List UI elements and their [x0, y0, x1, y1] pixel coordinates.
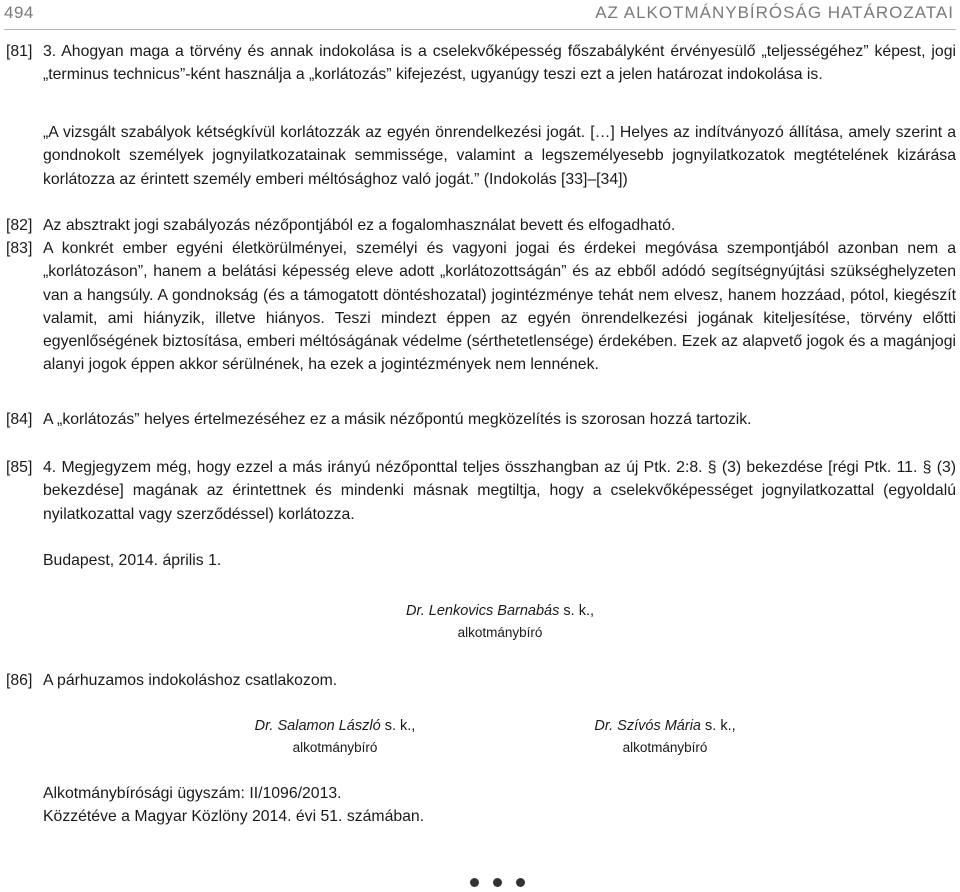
- signature-suffix: s. k.,: [380, 718, 416, 734]
- page-number: 494: [4, 3, 34, 22]
- paragraph-text: 3. Ahogyan maga a törvény és annak indokolása is a cselekvőképesség főszabályként érvényesülő „teljességéhez” képest, jogi „terminus technicus”-ként használja a „korlátozás” kifejezést, ugyanúgy teszi ezt a jelen határozat indokolása is.: [43, 43, 956, 84]
- signature-suffix: s. k.,: [559, 603, 595, 619]
- signatory-name: Dr. Salamon László: [254, 718, 381, 734]
- signatory-name: Dr. Lenkovics Barnabás: [405, 603, 560, 619]
- paragraph-text: A konkrét ember egyéni életkörülményei, személyi és vagyoni jogai és érdekei megóvása szempontjából azonban nem a „korlátozáson”, hanem a belátási képesség eleve adott „korlátozottságán” és az ebből adódó segítségnyújtási szükséghelyzeten van a hangsúly. A gondnokság (és a támogatott döntéshozatal) jogintézménye tehát nem elvesz, hanem hozzáad, pótol, kiegészít valamit, ami hiányzik, illetve hiányos. Teszi mindezt éppen az egyén önrendelkezési jogának kiteljesítése, törvény előtti egyenlőségének biztosítása, emberi méltóságának védelme (sérthetetlensége) érdekében. Ezek az alapvető jogok és a magánjogi alanyi jogok éppen akkor sérülnének, ha ezek a jogintézmények nem lennének.: [43, 240, 956, 374]
- paragraph-number: [82]: [6, 217, 33, 234]
- place-and-date: Budapest, 2014. április 1.: [43, 552, 222, 569]
- paragraph-84: [6, 408, 956, 431]
- paragraph-text: A párhuzamos indokoláshoz csatlakozom.: [43, 672, 338, 689]
- running-title: AZ ALKOTMÁNYBÍRÓSÁG HATÁROZATAI: [595, 3, 954, 22]
- page-header: [4, 0, 956, 32]
- dot-ornament: [470, 878, 479, 887]
- paragraph-85: [6, 456, 956, 526]
- signature-szivos: [545, 715, 785, 759]
- signature-lenkovics: [370, 600, 630, 644]
- signature-salamon: [215, 715, 455, 759]
- paragraph-number: [84]: [6, 411, 33, 428]
- paragraph-number: [86]: [6, 672, 33, 689]
- paragraph-81: [6, 40, 956, 87]
- case-number: Alkotmánybírósági ügyszám: II/1096/2013.: [43, 785, 342, 802]
- section-end-dots: [470, 878, 525, 887]
- paragraph-number: [81]: [6, 43, 33, 60]
- signatory-role: alkotmánybíró: [292, 740, 378, 755]
- quote-paragraph: [6, 121, 956, 191]
- paragraph-82: [6, 214, 956, 237]
- paragraph-text: 4. Megjegyzem még, hogy ezzel a más irányú nézőponttal teljes összhangban az új Ptk. 2:8. § (3) bekezdése [régi Ptk. 11. § (3) bekezdése] magának az érintettnek és mindenki másnak megtiltja, hogy a cselekvőképességet jognyilatkozattal (egyoldalú nyilatkozattal vagy szerződéssel) korlátozza.: [43, 459, 956, 523]
- paragraph-86: [6, 669, 956, 692]
- footer: [43, 782, 424, 829]
- header-rule: [4, 29, 956, 30]
- dot-ornament: [516, 878, 525, 887]
- paragraph-number: [85]: [6, 459, 33, 476]
- signature-suffix: s. k.,: [700, 718, 736, 734]
- paragraph-text: A „korlátozás” helyes értelmezéséhez ez a másik nézőpontú megközelítés is szorosan hozzá tartozik.: [43, 411, 752, 428]
- paragraph-text: Az absztrakt jogi szabályozás nézőpontjából ez a fogalomhasználat bevett és elfogadható.: [43, 217, 676, 234]
- signatory-role: alkotmánybíró: [457, 625, 543, 640]
- paragraph-text: „A vizsgált szabályok kétségkívül korlátozzák az egyén önrendelkezési jogát. […] Helyes az indítványozó állítása, amely szerint a gondnokolt személyek jognyilatkozatainak semmissége, valamint a legszemélyesebb jognyilatkozatok megtételének kizárása korlátozza az érintett személy emberi méltósághoz való jogát.” (Indokolás [33]–[34]): [43, 124, 956, 188]
- dot-ornament: [493, 878, 502, 887]
- publication-note: Közzétéve a Magyar Közlöny 2014. évi 51. számában.: [43, 808, 425, 826]
- paragraph-number: [83]: [6, 240, 33, 257]
- signatory-name: Dr. Szívós Mária: [594, 718, 701, 734]
- signatory-role: alkotmánybíró: [622, 740, 708, 755]
- paragraph-83: [6, 237, 956, 377]
